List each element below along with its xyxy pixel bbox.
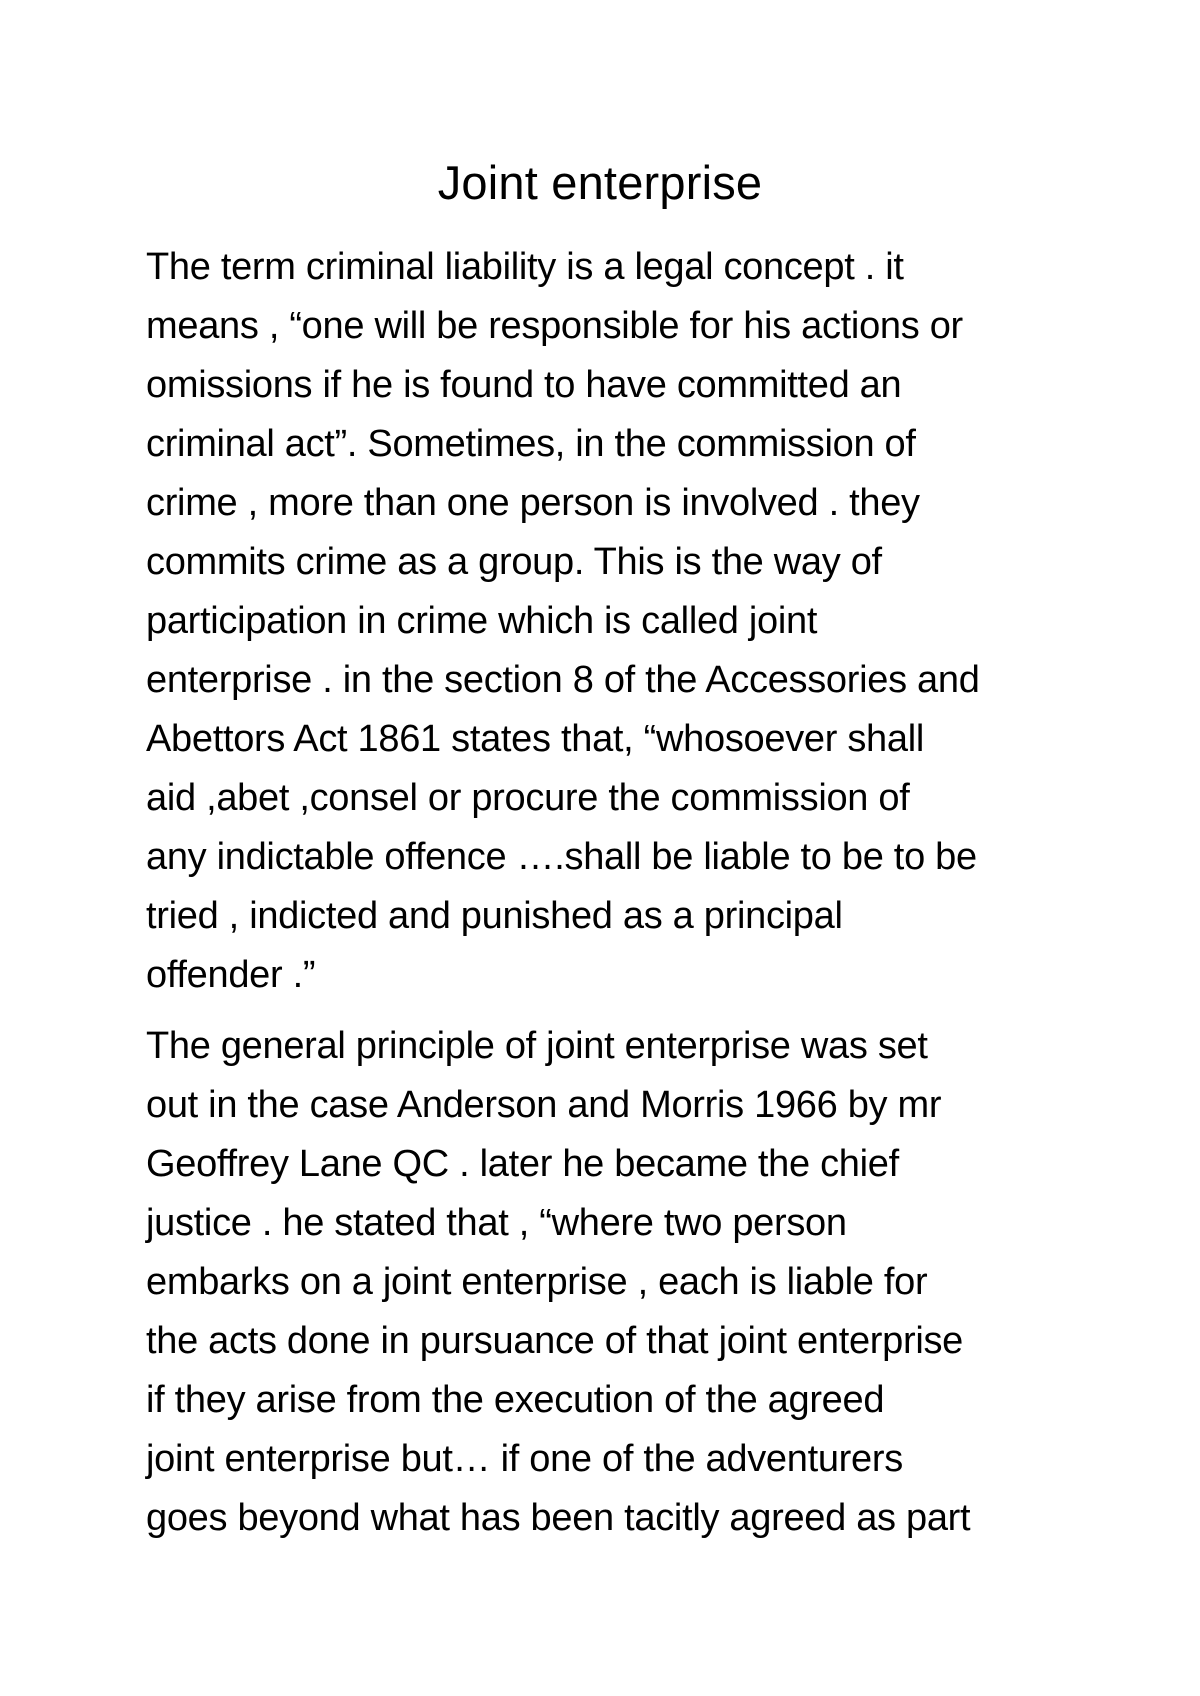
- document-title: Joint enterprise: [437, 156, 763, 209]
- text-line: The general principle of joint enterprise was set: [146, 1025, 928, 1067]
- text-line: Geoffrey Lane QC . later he became the chief: [146, 1143, 899, 1185]
- text-line: joint enterprise but… if one of the adventurers: [146, 1438, 903, 1480]
- text-line: The term criminal liability is a legal concept . it: [146, 246, 904, 288]
- text-line: the acts done in pursuance of that joint enterprise: [146, 1320, 964, 1362]
- text-line: commits crime as a group. This is the way of: [146, 541, 882, 583]
- text-line: tried , indicted and punished as a principal: [146, 895, 843, 937]
- text-line: embarks on a joint enterprise , each is liable for: [146, 1261, 928, 1303]
- text-line: means , “one will be responsible for his actions or: [146, 305, 963, 347]
- text-line: any indictable offence ….shall be liable to be to be: [146, 836, 977, 878]
- text-line: justice . he stated that , “where two person: [146, 1202, 847, 1244]
- text-line: enterprise . in the section 8 of the Accessories and: [146, 659, 980, 701]
- text-line: goes beyond what has been tacitly agreed as part: [146, 1497, 971, 1539]
- text-line: crime , more than one person is involved . they: [146, 482, 920, 524]
- text-line: offender .”: [146, 954, 316, 996]
- text-line: aid ,abet ,consel or procure the commission of: [146, 777, 910, 819]
- text-line: criminal act”. Sometimes, in the commission of: [146, 423, 916, 465]
- text-line: out in the case Anderson and Morris 1966 by mr: [146, 1084, 942, 1126]
- paragraph-2: [146, 1017, 1076, 1548]
- paragraph-1: [146, 238, 1076, 1005]
- text-line: Abettors Act 1861 states that, “whosoever shall: [146, 718, 925, 760]
- text-line: participation in crime which is called joint: [146, 600, 818, 642]
- text-line: if they arise from the execution of the agreed: [146, 1379, 885, 1421]
- text-line: omissions if he is found to have committed an: [146, 364, 902, 406]
